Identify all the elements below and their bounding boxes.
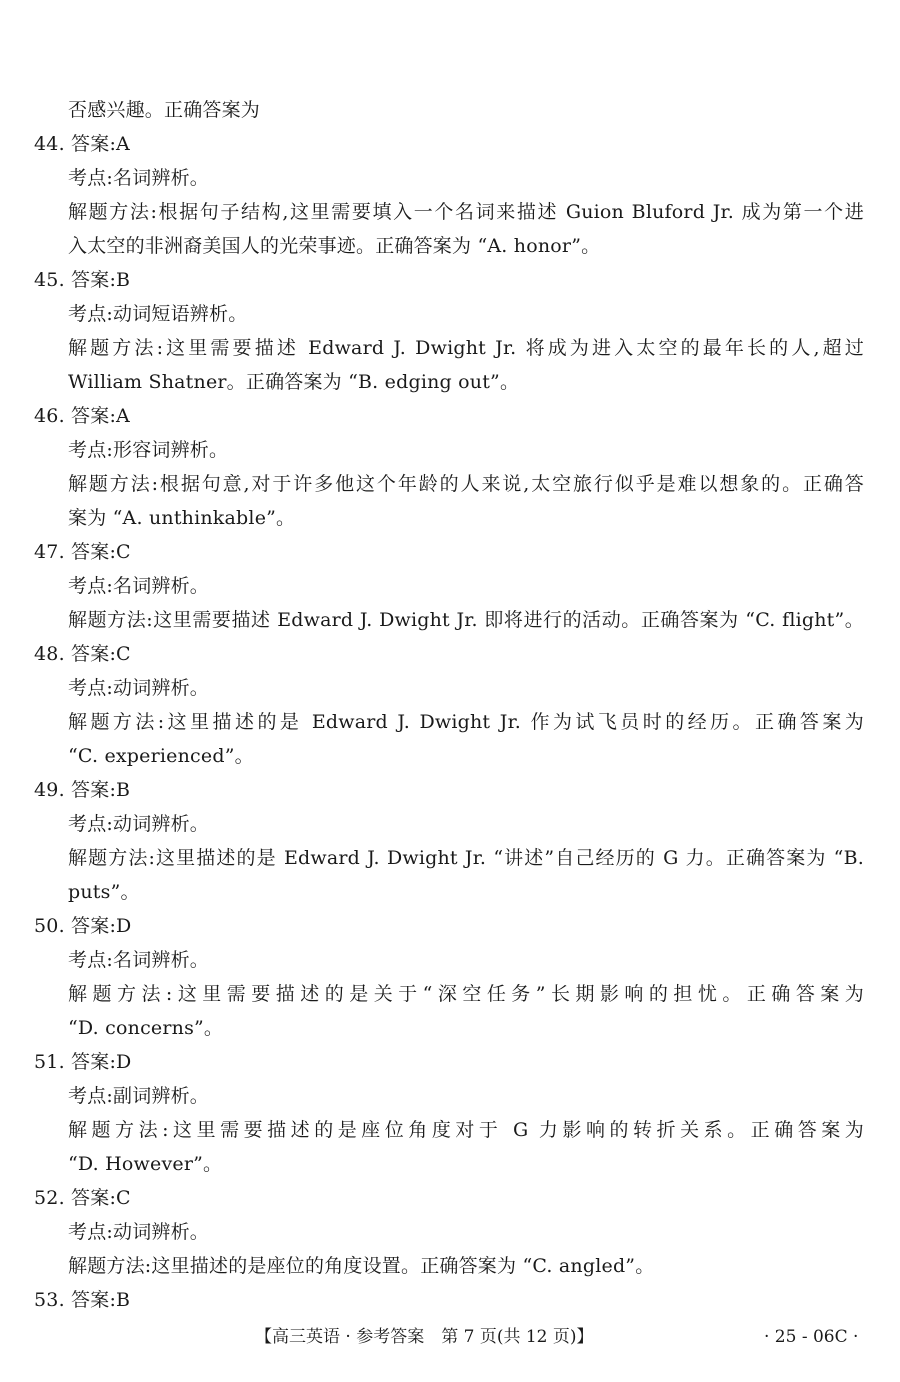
continuation-text: 否感兴趣。正确答案为 (68, 99, 261, 121)
method-46-line-1: 解题方法:根据句意,对于许多他这个年龄的人来说,太空旅行似乎是难以想象的。正确答 (68, 473, 864, 495)
point-51: 考点:副词辨析。 (68, 1085, 210, 1107)
point-45: 考点:动词短语辨析。 (68, 303, 248, 325)
method-45-line-1: 解题方法:这里需要描述 Edward J. Dwight Jr. 将成为进入太空的最年长的人,超过 (68, 337, 864, 359)
point-47: 考点:名词辨析。 (68, 575, 210, 597)
answer-51: 51. 答案:D (34, 1051, 132, 1073)
method-44-line-2: 入太空的非洲裔美国人的光荣事迹。正确答案为 “A. honor”。 (68, 235, 601, 257)
method-48-line-2: “C. experienced”。 (68, 745, 254, 767)
point-50: 考点:名词辨析。 (68, 949, 210, 971)
method-46-line-2: 案为 “A. unthinkable”。 (68, 507, 296, 529)
answer-46: 46. 答案:A (34, 405, 130, 427)
page-footer-code: · 25 - 06C · (764, 1327, 859, 1347)
answer-52: 52. 答案:C (34, 1187, 131, 1209)
method-49-line-2: puts”。 (68, 881, 140, 903)
answer-45: 45. 答案:B (34, 269, 131, 291)
answer-53: 53. 答案:B (34, 1289, 131, 1311)
method-45-line-2: William Shatner。正确答案为 “B. edging out”。 (68, 371, 520, 393)
answer-48: 48. 答案:C (34, 643, 131, 665)
page-footer-title: 【高三英语 · 参考答案 第 7 页(共 12 页)】 (255, 1327, 594, 1347)
method-49-line-1: 解题方法:这里描述的是 Edward J. Dwight Jr. “讲述”自己经历的 G 力。正确答案为 “B. (68, 847, 864, 869)
answer-49: 49. 答案:B (34, 779, 131, 801)
method-47-line-1: 解题方法:这里需要描述 Edward J. Dwight Jr. 即将进行的活动。正确答案为 “C. flight”。 (68, 609, 864, 631)
method-48-line-1: 解题方法:这里描述的是 Edward J. Dwight Jr. 作为试飞员时的经历。正确答案为 (68, 711, 864, 733)
point-46: 考点:形容词辨析。 (68, 439, 229, 461)
answer-47: 47. 答案:C (34, 541, 131, 563)
method-50-line-1: 解题方法:这里需要描述的是关于“深空任务”长期影响的担忧。正确答案为 (68, 983, 864, 1005)
point-44: 考点:名词辨析。 (68, 167, 210, 189)
method-51-line-2: “D. However”。 (68, 1153, 223, 1175)
point-52: 考点:动词辨析。 (68, 1221, 210, 1243)
method-50-line-2: “D. concerns”。 (68, 1017, 224, 1039)
answer-50: 50. 答案:D (34, 915, 132, 937)
point-49: 考点:动词辨析。 (68, 813, 210, 835)
method-51-line-1: 解题方法:这里需要描述的是座位角度对于 G 力影响的转折关系。正确答案为 (68, 1119, 864, 1141)
point-48: 考点:动词辨析。 (68, 677, 210, 699)
answer-44: 44. 答案:A (34, 133, 130, 155)
method-52-line-1: 解题方法:这里描述的是座位的角度设置。正确答案为 “C. angled”。 (68, 1255, 655, 1277)
method-44-line-1: 解题方法:根据句子结构,这里需要填入一个名词来描述 Guion Bluford Jr. 成为第一个进 (68, 201, 864, 223)
